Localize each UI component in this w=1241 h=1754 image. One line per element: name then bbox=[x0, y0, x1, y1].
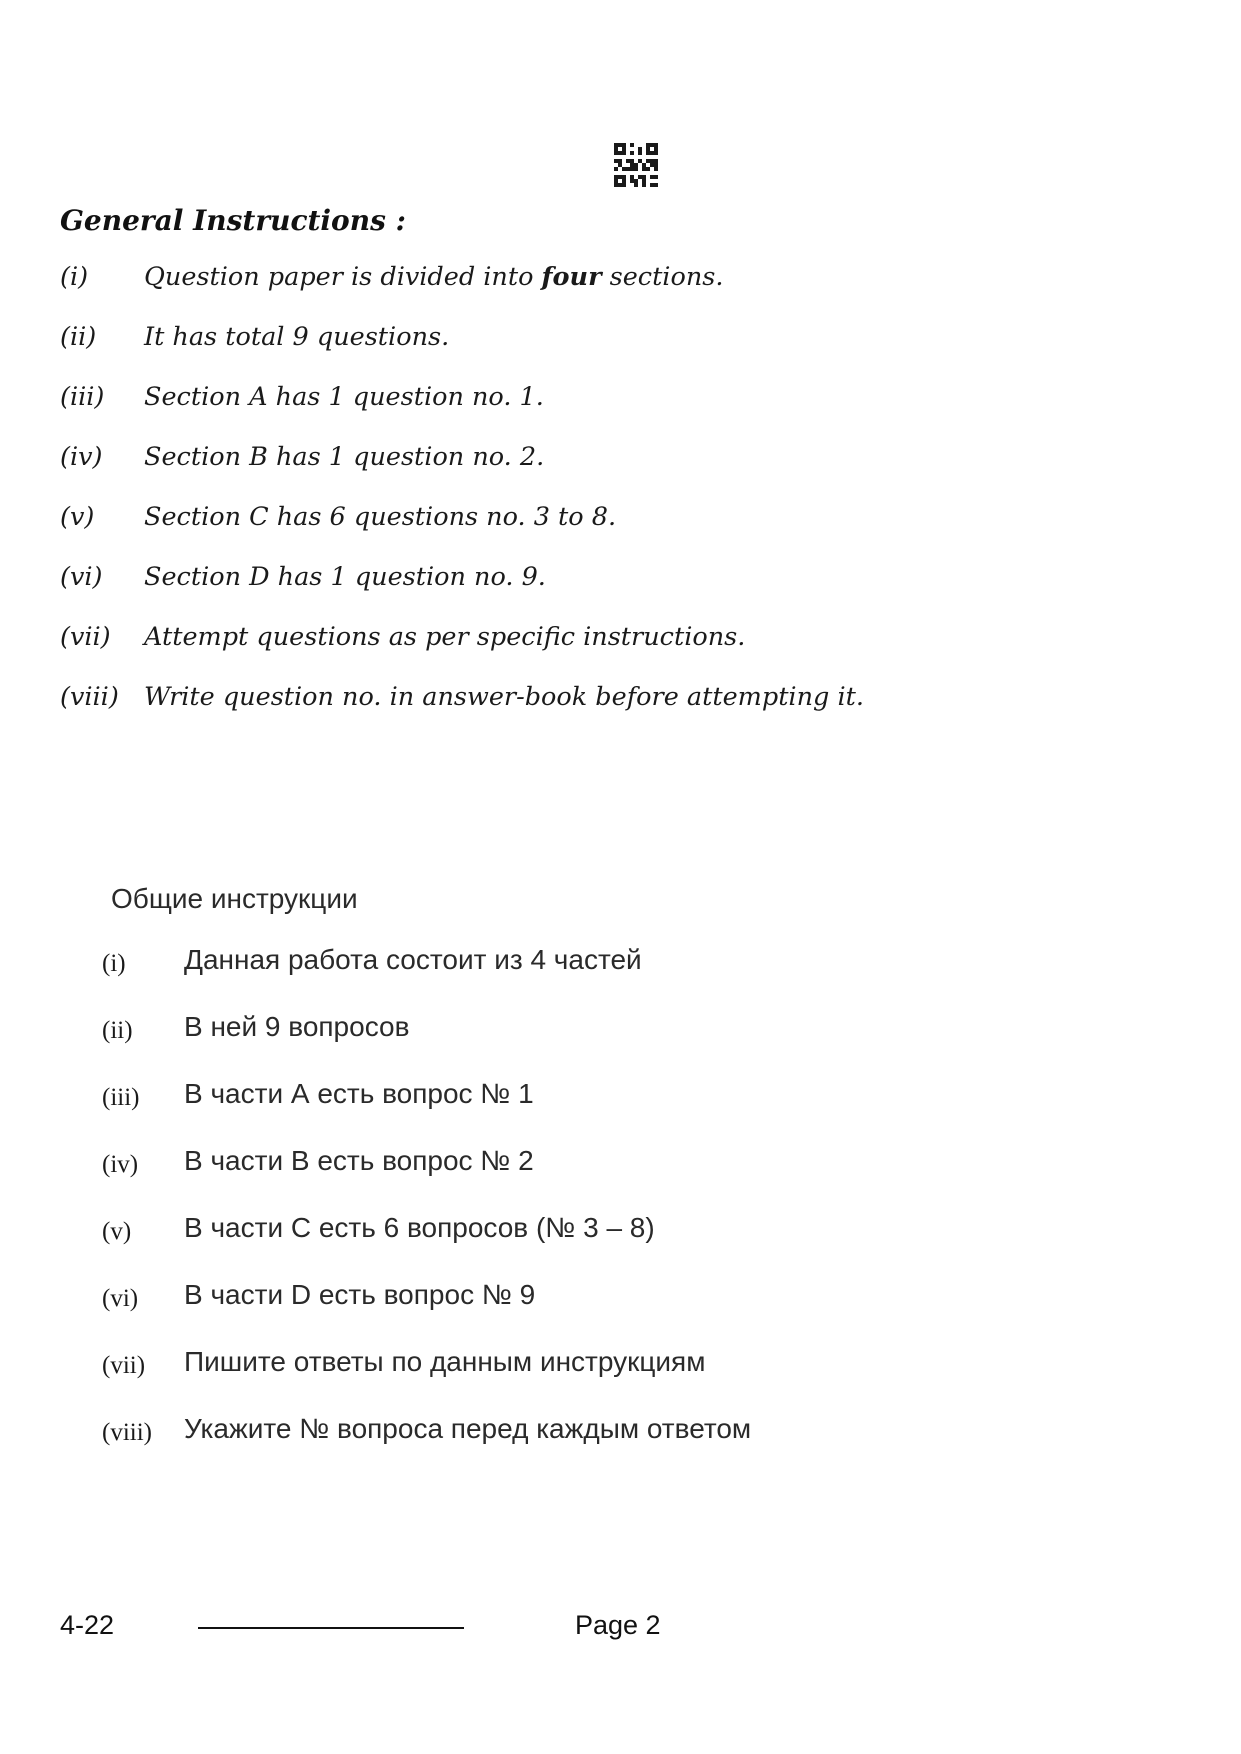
item-number: (iii) bbox=[60, 382, 105, 412]
item-number: (viii) bbox=[102, 1419, 152, 1446]
item-text: It has total 9 questions. bbox=[144, 322, 450, 352]
item-number: (viii) bbox=[60, 682, 119, 712]
item-number: (iii) bbox=[102, 1084, 140, 1111]
paper-code: 4-22 bbox=[60, 1610, 115, 1640]
footer-divider bbox=[198, 1627, 464, 1629]
item-number: (ii) bbox=[102, 1017, 133, 1044]
item-text: Укажите № вопроса перед каждым ответом bbox=[184, 1413, 752, 1444]
item-number: (i) bbox=[60, 262, 89, 292]
item-number: (vii) bbox=[60, 622, 111, 652]
item-text: Write question no. in answer-book before attempting it. bbox=[144, 682, 864, 712]
item-text: В ней 9 вопросов bbox=[184, 1011, 410, 1042]
qr-code-icon bbox=[614, 143, 658, 187]
item-text: В части D есть вопрос № 9 bbox=[184, 1279, 536, 1310]
item-number: (iv) bbox=[102, 1151, 139, 1178]
item-number: (vii) bbox=[102, 1352, 146, 1379]
item-number: (iv) bbox=[60, 442, 103, 472]
item-text: В части С есть 6 вопросов (№ 3 – 8) bbox=[184, 1212, 655, 1243]
item-text: Section C has 6 questions no. 3 to 8. bbox=[144, 502, 617, 532]
item-number: (vi) bbox=[102, 1285, 139, 1312]
item-text: Section A has 1 question no. 1. bbox=[144, 382, 544, 412]
item-number: (i) bbox=[102, 950, 126, 977]
item-text: Attempt questions as per specific instructions. bbox=[144, 622, 746, 652]
item-text: В части В есть вопрос № 2 bbox=[184, 1145, 534, 1176]
item-text: В части А есть вопрос № 1 bbox=[184, 1078, 534, 1109]
item-text: Section B has 1 question no. 2. bbox=[144, 442, 545, 472]
item-text: Данная работа состоит из 4 частей bbox=[184, 944, 642, 975]
general-instructions-heading: General Instructions : bbox=[60, 204, 406, 237]
item-text: Пишите ответы по данным инструкциям bbox=[184, 1346, 706, 1377]
bold-emphasis: four bbox=[541, 262, 602, 292]
item-number: (v) bbox=[60, 502, 95, 532]
item-number: (vi) bbox=[60, 562, 103, 592]
item-number: (v) bbox=[102, 1218, 132, 1245]
item-text: Section D has 1 question no. 9. bbox=[144, 562, 546, 592]
item-number: (ii) bbox=[60, 322, 97, 352]
page-number: Page 2 bbox=[575, 1610, 661, 1640]
item-text: Question paper is divided into four sections. bbox=[144, 262, 724, 292]
russian-instructions-heading: Общие инструкции bbox=[111, 883, 358, 914]
